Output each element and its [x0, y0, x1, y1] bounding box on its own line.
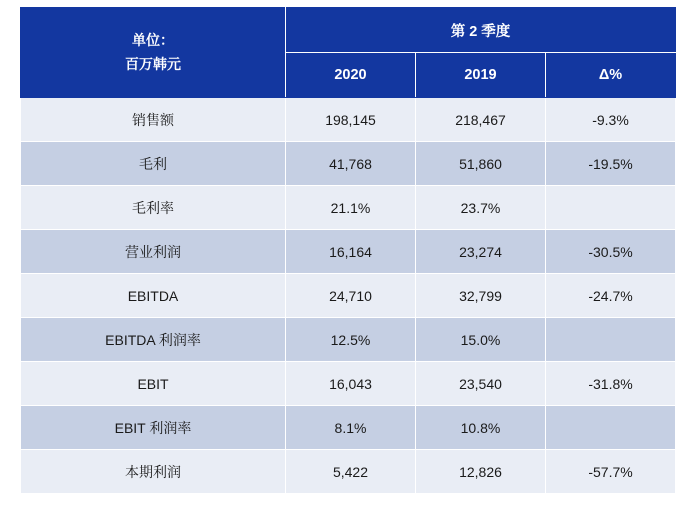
row-value-delta: -19.5% [546, 142, 676, 186]
row-label: 本期利润 [21, 450, 286, 494]
row-value-delta: -31.8% [546, 362, 676, 406]
row-value-2019: 23.7% [416, 186, 546, 230]
table-row [21, 186, 676, 230]
row-value-2019: 15.0% [416, 318, 546, 362]
row-label: EBIT 利润率 [21, 406, 286, 450]
table-header [21, 8, 676, 98]
row-value-2020: 16,043 [286, 362, 416, 406]
row-value-delta: -9.3% [546, 98, 676, 142]
row-value-2020: 12.5% [286, 318, 416, 362]
row-value-2020: 41,768 [286, 142, 416, 186]
row-label: 毛利率 [21, 186, 286, 230]
row-label: 销售额 [21, 98, 286, 142]
table-row [21, 230, 676, 274]
row-value-delta: -57.7% [546, 450, 676, 494]
table-row [21, 274, 676, 318]
unit-header-line1: 单位： [132, 31, 174, 48]
row-value-delta: -24.7% [546, 274, 676, 318]
row-value-2020: 8.1% [286, 406, 416, 450]
row-value-2019: 23,540 [416, 362, 546, 406]
row-value-2019: 12,826 [416, 450, 546, 494]
column-header-2020: 2020 [286, 53, 416, 98]
table-row [21, 362, 676, 406]
table-row [21, 318, 676, 362]
period-header-cell: 第 2 季度 [286, 8, 676, 53]
row-value-2020: 24,710 [286, 274, 416, 318]
row-value-2019: 23,274 [416, 230, 546, 274]
row-value-2020: 16,164 [286, 230, 416, 274]
row-value-2019: 218,467 [416, 98, 546, 142]
row-label: 营业利润 [21, 230, 286, 274]
column-header-2019: 2019 [416, 53, 546, 98]
row-value-2020: 5,422 [286, 450, 416, 494]
row-label: EBITDA [21, 274, 286, 318]
unit-header-cell [21, 8, 286, 98]
row-value-2020: 21.1% [286, 186, 416, 230]
row-value-delta [546, 406, 676, 450]
table-row [21, 450, 676, 494]
table-body [21, 98, 676, 494]
row-value-2019: 10.8% [416, 406, 546, 450]
row-label: EBIT [21, 362, 286, 406]
row-value-delta [546, 318, 676, 362]
row-value-2020: 198,145 [286, 98, 416, 142]
table-row [21, 142, 676, 186]
row-label: 毛利 [21, 142, 286, 186]
table-row [21, 406, 676, 450]
column-header-delta: Δ% [546, 53, 676, 98]
unit-header-line2: 百万韩元 [125, 55, 181, 72]
row-label: EBITDA 利润率 [21, 318, 286, 362]
row-value-delta: -30.5% [546, 230, 676, 274]
financial-summary-table [20, 7, 676, 494]
row-value-delta [546, 186, 676, 230]
table-row [21, 98, 676, 142]
row-value-2019: 32,799 [416, 274, 546, 318]
header-row-top [21, 8, 676, 53]
financial-table-page [0, 7, 695, 507]
row-value-2019: 51,860 [416, 142, 546, 186]
